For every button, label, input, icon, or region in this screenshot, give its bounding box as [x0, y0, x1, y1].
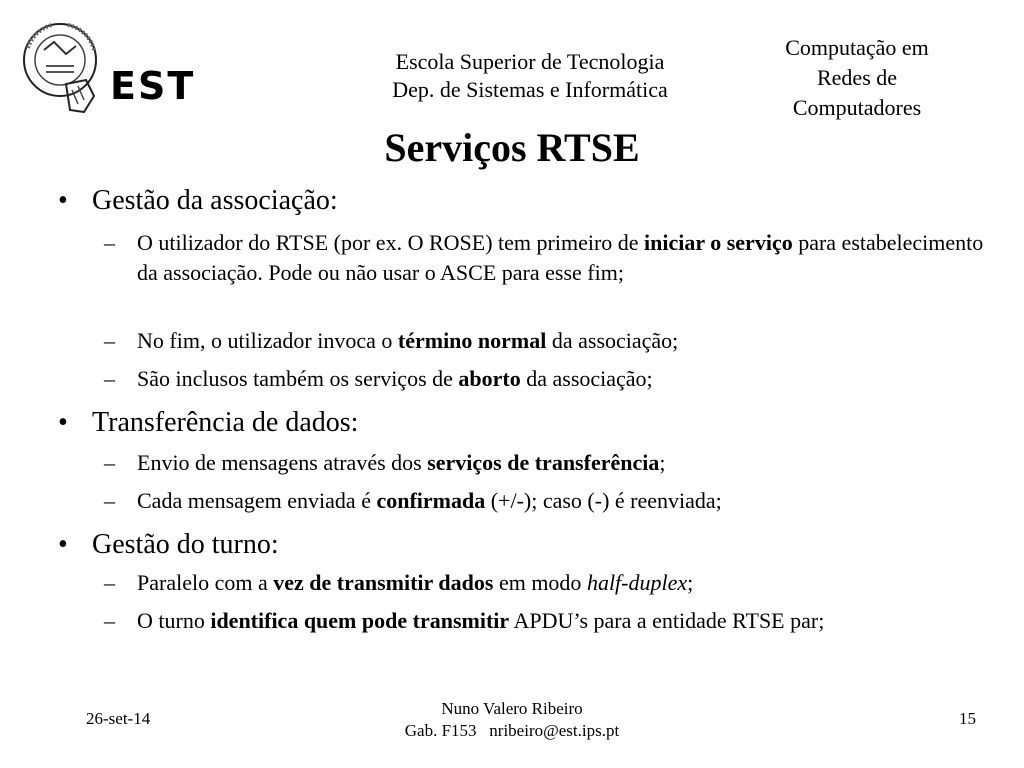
sub-bullet-item: [104, 228, 984, 288]
sub-bullet-text: Paralelo com a vez de transmitir dados em modo half-duplex;: [137, 570, 694, 595]
footer-author: Nuno Valero Ribeiro: [441, 699, 583, 718]
sub-bullet-text: No fim, o utilizador invoca o término normal da associação;: [137, 328, 679, 353]
sub-bullet-marker: –: [104, 488, 115, 513]
sub-bullet-marker: –: [104, 608, 115, 633]
institution-block: [330, 48, 730, 104]
page-number: 15: [959, 709, 976, 728]
sub-bullet-marker: –: [104, 570, 115, 595]
sub-bullet-text: O turno identifica quem pode transmitir APDU’s para a entidade RTSE par;: [137, 608, 825, 633]
course-block: [752, 33, 962, 123]
sub-bullet-item: [104, 568, 984, 598]
course-line: Computadores: [792, 95, 922, 120]
sub-bullet-item: [104, 606, 984, 636]
sub-bullet-item: [104, 364, 984, 394]
sub-bullet-text: Envio de mensagens através dos serviços de transferência;: [137, 450, 666, 475]
sub-bullet-marker: –: [104, 450, 115, 475]
course-line: Computação em: [785, 35, 929, 60]
bullet-text: Gestão do turno:: [92, 529, 279, 560]
logo-text: EST: [110, 64, 196, 108]
sub-bullet-marker: –: [104, 230, 115, 255]
footer-contact: [380, 720, 644, 742]
bullet-text: Transferência de dados:: [92, 407, 359, 438]
footer-office: Gab. F153: [404, 721, 477, 740]
course-line: Redes de: [816, 65, 898, 90]
department-name: Dep. de Sistemas e Informática: [392, 77, 668, 102]
sub-bullet-marker: –: [104, 328, 115, 353]
sub-bullet-text: O utilizador do RTSE (por ex. O ROSE) tem primeiro de iniciar o serviço para estabelecimento da associação. Pode ou não usar o ASCE para esse fim;: [137, 230, 984, 285]
slide-title: Serviços RTSE: [384, 125, 640, 170]
sub-bullet-item: [104, 486, 984, 516]
footer-date: 26-set-14: [86, 709, 151, 728]
institution-name: Escola Superior de Tecnologia: [395, 49, 665, 74]
bullet-marker: •: [58, 185, 68, 216]
sub-bullet-text: Cada mensagem enviada é confirmada (+/-); caso (-) é reenviada;: [137, 488, 722, 513]
sub-bullet-item: [104, 448, 984, 478]
sub-bullet-item: [104, 326, 984, 356]
bullet-marker: •: [58, 407, 68, 438]
est-logo: [22, 20, 212, 120]
sub-bullet-text: São inclusos também os serviços de aborto da associação;: [137, 366, 653, 391]
footer-author-block: [380, 698, 644, 742]
footer-email[interactable]: nribeiro@est.ips.pt: [489, 721, 620, 740]
bullet-text: Gestão da associação:: [92, 185, 338, 216]
bullet-marker: •: [58, 529, 68, 560]
sub-bullet-marker: –: [104, 366, 115, 391]
